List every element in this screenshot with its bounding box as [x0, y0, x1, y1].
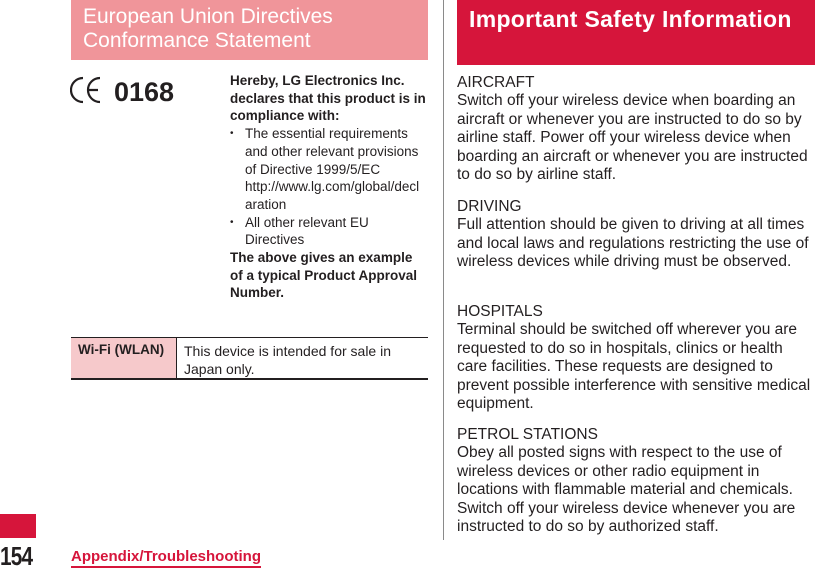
safety-section-hospitals	[457, 303, 815, 414]
wifi-description-cell: This device is intended for sale in Japan only.	[184, 343, 391, 377]
safety-item-body: Full attention should be given to driving at all times and local laws and regulations restricting the use of wireless devices while driving must be observed.	[457, 216, 809, 270]
safety-item-title: DRIVING	[457, 198, 522, 215]
safety-info-title: Important Safety Information	[469, 6, 792, 32]
ce-mark-logo	[70, 73, 190, 107]
ce-number: 0168	[114, 77, 175, 107]
eu-conformance-header	[71, 0, 428, 60]
safety-item-body: Terminal should be switched off wherever you are requested to do so in hospitals, clinics or health care facilities. These requests are designed to prevent possible interference with sensitive medical equipment.	[457, 321, 811, 412]
safety-item-body: Obey all posted signs with respect to the use of wireless devices or other radio equipment in locations with flammable material and chemicals. Switch off your wireless device whenever you are instructed to do so by authorized staff.	[457, 444, 796, 535]
declaration-bullet: • The essential requirements and other relevant provisions of Directive 1999/5/EC http://www.lg.com/global/declaration	[230, 125, 426, 214]
safety-item-body: Switch off your wireless device when boarding an aircraft or whenever you are instructed to do so by airline staff. Power off your wireless device when boarding an aircraft or whenever you are instructed to do so by airline staff.	[457, 92, 808, 183]
safety-section-driving	[457, 198, 815, 272]
page-number: 154	[0, 541, 33, 571]
safety-item-title: PETROL STATIONS	[457, 426, 598, 443]
appendix-troubleshooting-link[interactable]: Appendix/Troubleshooting	[71, 548, 261, 568]
declaration-bullet: • All other relevant EU Directives	[230, 214, 426, 249]
page-tab-marker	[0, 514, 36, 538]
safety-item-title: AIRCRAFT	[457, 74, 535, 91]
wifi-label-cell: Wi-Fi (WLAN)	[71, 338, 177, 378]
ce-c-glyph	[71, 78, 83, 102]
safety-info-header	[457, 0, 815, 65]
safety-section-aircraft	[457, 74, 815, 185]
ce-e-glyph	[88, 78, 100, 102]
safety-section-petrol-stations	[457, 426, 815, 537]
declaration-intro: Hereby, LG Electronics Inc. declares that this product is in compliance with:	[230, 73, 426, 124]
safety-item-title: HOSPITALS	[457, 303, 543, 320]
declaration-block	[230, 72, 426, 302]
column-divider	[443, 0, 444, 540]
eu-conformance-title: European Union Directives Conformance Statement	[83, 5, 333, 52]
example-note: The above gives an example of a typical Product Approval Number.	[230, 250, 418, 301]
wifi-info-table	[71, 337, 428, 380]
